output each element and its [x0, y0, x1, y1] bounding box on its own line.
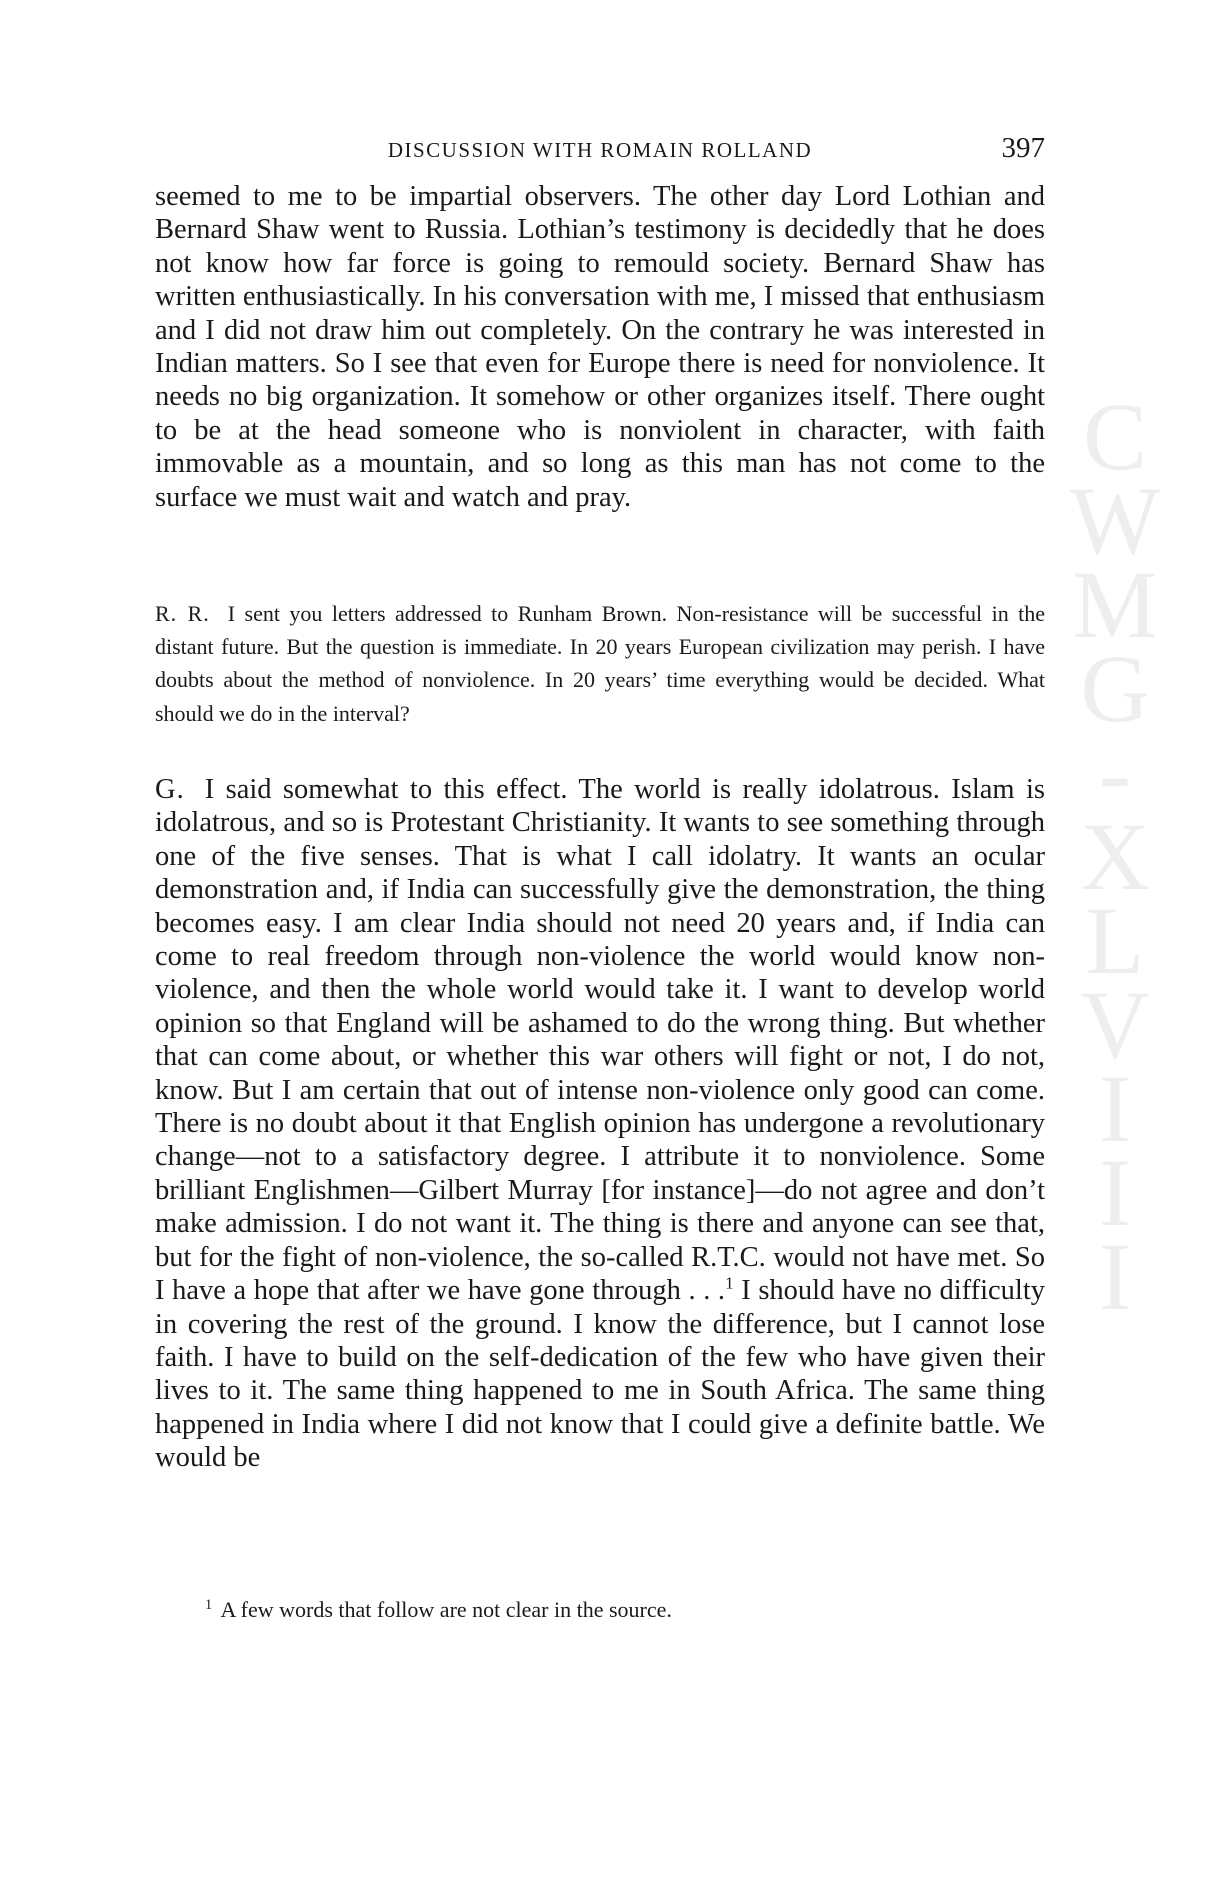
paragraph-body: [155, 773, 1045, 1475]
watermark-letter: I: [1099, 1055, 1131, 1162]
watermark-letter: I: [1099, 1223, 1131, 1330]
watermark-letter: M: [1072, 551, 1158, 658]
running-head: [155, 132, 1045, 172]
footnote-text: A few words that follow are not clear in the source.: [220, 1597, 672, 1622]
watermark-letter: L: [1085, 887, 1145, 994]
watermark-letter: C: [1082, 383, 1148, 490]
running-title: DISCUSSION WITH ROMAIN ROLLAND: [387, 138, 813, 162]
paragraph-text: seemed to me to be impartial observers. The other day Lord Lothian and Bernard Shaw went to Russia. Lothian’s testimony is decidedly that he does not know how far force is going to remould society. Bernard Shaw has written enthusiastically. In his conversation with me, I missed that enthusiasm and I did not draw him out completely. On the contrary he was interested in Indian matters. So I see that even for Europe there is need for nonviolence. It needs no big organization. It somehow or other organizes itself. There ought to be at the head someone who is nonviolent in character, with faith immovable as a mountain, and so long as this man has not come to the surface we must wait and watch and pray.: [155, 181, 1045, 513]
footnote: [205, 1595, 1045, 1625]
paragraph-continuation: [155, 180, 1045, 514]
watermark-letter: W: [1069, 467, 1161, 574]
watermark-letter: X: [1080, 803, 1150, 910]
watermark-letter: I: [1099, 1139, 1131, 1246]
page-number: 397: [1001, 132, 1045, 164]
watermark-letter: V: [1080, 971, 1150, 1078]
footnote-mark: 1: [205, 1596, 213, 1613]
paragraph-gandhi: [155, 773, 1045, 1475]
footnote-reference: 1: [725, 1273, 734, 1293]
speaker-label: G.: [155, 774, 185, 805]
watermark-letter: -: [1099, 719, 1131, 826]
speaker-label: R. R.: [155, 601, 210, 626]
paragraph-rolland: [155, 597, 1045, 730]
watermark-letter: G: [1080, 635, 1150, 742]
paragraph-text: I said somewhat to this effect. The world is really idolatrous. Islam is idolatrous, and so is Protestant Christianity. It wants to see something through one of the five senses. That is what I call idolatry. It wants an ocular demonstration and, if India can successfully give the demonstration, the thing becomes easy. I am clear India should not need 20 years and, if India can come to real freedom through non-violence the world would know non-violence, and then the whole world would take it. I want to develop world opinion so that England will be ashamed to do the wrong thing. But whether that can come about, or whether this war others will fight or not, I do not, know. But I am certain that out of intense non-violence only good can come. There is no doubt about it that English opinion has undergone a revolutionary change—not to a satisfactory degree. I attribute it to nonviolence. Some brilliant Englishmen—Gilbert Murray [for instance]—do not agree and don’t make admission. I do not want it. The thing is there and anyone can see that, but for the fight of non-violence, the so-called R.T.C. would not have met. So I have a hope that after we have gone through . . .: [155, 774, 1045, 1307]
paragraph-body: [155, 597, 1045, 730]
paragraph-text: I sent you letters addressed to Runham Brown. Non-resistance will be successful in the distant future. But the question is immediate. In 20 years European civilization may perish. I have doubts about the method of nonviolence. In 20 years’ time everything would be decided. What should we do in the interval?: [155, 601, 1045, 726]
paragraph-text-continued: I should have no difficulty in covering the rest of the ground. I know the difference, but I cannot lose faith. I have to build on the self-dedication of the few who have given their lives to it. The same thing happened to me in South Africa. The same thing happened in India where I did not know that I could give a definite battle. We would be: [155, 1275, 1045, 1474]
watermark: [1050, 383, 1180, 1505]
